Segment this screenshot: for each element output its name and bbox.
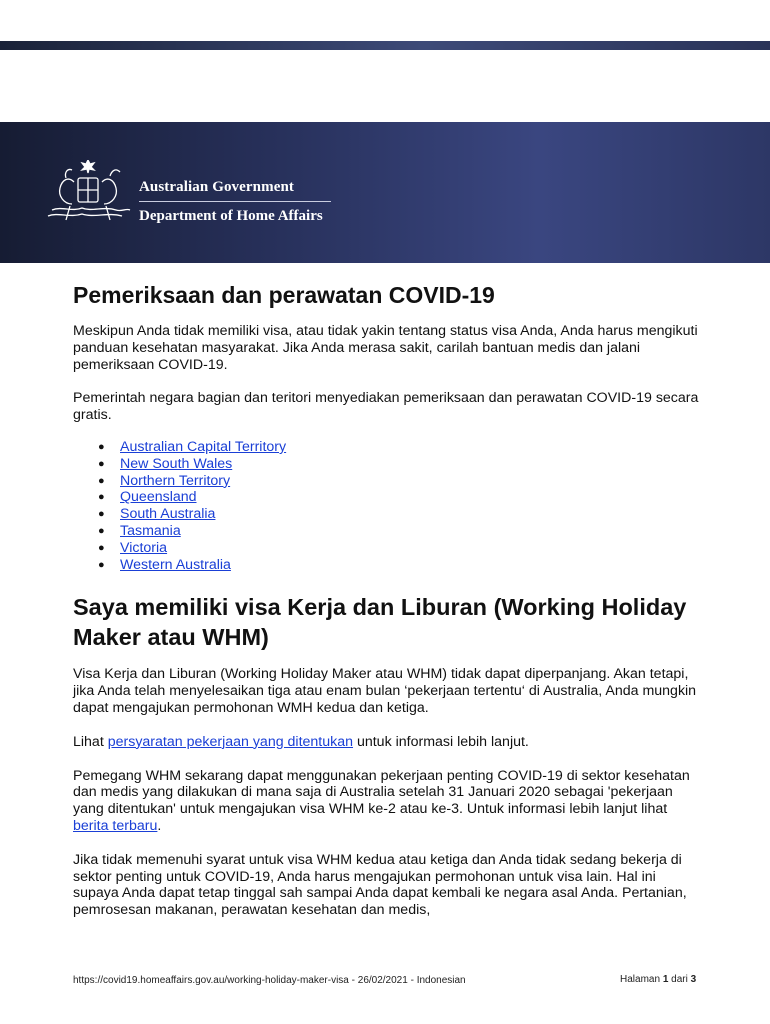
text-suffix: untuk informasi lebih lanjut. [353, 733, 529, 750]
text-body: Pemegang WHM sekarang dapat menggunakan pekerjaan penting COVID-19 di sektor kesehatan dan medis yang dilakukan di mana saja di Australia setelah 31 Januari 2020 sebagai 'pekerjaan yang ditentukan' untuk mengajukan visa WHM ke-2 atau ke-3. Untuk informasi lebih lanjut lihat [73, 767, 690, 818]
text-prefix: Lihat [73, 733, 108, 750]
list-item [98, 522, 703, 540]
paragraph: Meskipun Anda tidak memiliki visa, atau tidak yakin tentang status visa Anda, Anda harus mengikuti panduan kesehatan masyarakat. Jika Anda merasa sakit, carilah bantuan medis dan jalani pemeriksaan COVID-19. [73, 323, 698, 373]
bullet-icon: ● [98, 474, 105, 487]
section-title-whm: Saya memiliki visa Kerja dan Liburan (Working Holiday Maker atau WHM) [73, 594, 687, 651]
bullet-icon: ● [98, 457, 105, 470]
page-indicator [620, 974, 696, 985]
agency-logo [139, 179, 331, 225]
header-banner [0, 122, 770, 263]
list-item [98, 438, 703, 456]
state-link-wa[interactable]: Western Australia [120, 556, 231, 573]
page-of: dari [671, 974, 688, 985]
top-rule [0, 41, 770, 50]
paragraph: Visa Kerja dan Liburan (Working Holiday Maker atau WHM) tidak dapat diperpanjang. Akan tetapi, jika Anda telah menyelesaikan tiga atau enam bulan ‘pekerjaan tertentu‘ di Australia, Anda mungkin dapat mengajukan permohonan WMH kedua dan ketiga. [73, 666, 697, 716]
state-link-nsw[interactable]: New South Wales [120, 455, 233, 472]
bullet-icon: ● [98, 541, 105, 554]
bullet-icon: ● [98, 491, 105, 504]
specified-work-link[interactable]: persyaratan pekerjaan yang ditentukan [107, 733, 354, 750]
paragraph [73, 734, 703, 751]
states-list [73, 439, 703, 573]
footer-source: https://covid19.homeaffairs.gov.au/working-holiday-maker-visa - 26/02/2021 - Indonesian [73, 975, 466, 986]
page-current: 1 [662, 974, 669, 985]
bullet-icon: ● [98, 508, 105, 521]
list-item [98, 506, 703, 523]
list-item [98, 472, 703, 490]
gov-name: Australian Government [139, 179, 295, 195]
page-label: Halaman [620, 974, 661, 985]
section-title-covid: Pemeriksaan dan perawatan COVID-19 [73, 282, 495, 308]
bullet-icon: ● [98, 558, 105, 571]
paragraph: Pemerintah negara bagian dan teritori menyediakan pemeriksaan dan perawatan COVID-19 secara gratis. [73, 390, 699, 424]
state-link-nt[interactable]: Northern Territory [120, 472, 231, 489]
list-item [98, 489, 703, 506]
list-item [98, 455, 703, 473]
bullet-icon: ● [98, 524, 105, 537]
paragraph: Jika tidak memenuhi syarat untuk visa WHM kedua atau ketiga dan Anda tidak sedang bekerja di sektor penting untuk COVID-19, Anda harus mengajukan permohonan untuk visa lain. Hal ini supaya Anda dapat tetap tinggal sah sampai Anda dapat kembali ke negara asal Anda. Pertanian, pemrosesan makanan, perawatan kesehatan dan medis, [73, 851, 687, 919]
main-content [73, 280, 703, 919]
page-total: 3 [690, 974, 697, 985]
list-item [98, 556, 703, 574]
bullet-icon: ● [98, 440, 105, 453]
state-link-sa[interactable]: South Australia [120, 506, 216, 523]
dept-name: Department of Home Affairs [139, 208, 323, 224]
text-end: . [157, 817, 162, 834]
state-link-qld[interactable]: Queensland [120, 489, 197, 506]
logo-divider [139, 201, 331, 202]
state-link-tas[interactable]: Tasmania [120, 522, 181, 539]
coat-of-arms-icon [42, 160, 134, 230]
list-item [98, 539, 703, 557]
paragraph [73, 768, 703, 835]
latest-news-link[interactable]: berita terbaru [73, 817, 158, 834]
state-link-vic[interactable]: Victoria [120, 539, 168, 556]
state-link-act[interactable]: Australian Capital Territory [120, 438, 287, 455]
